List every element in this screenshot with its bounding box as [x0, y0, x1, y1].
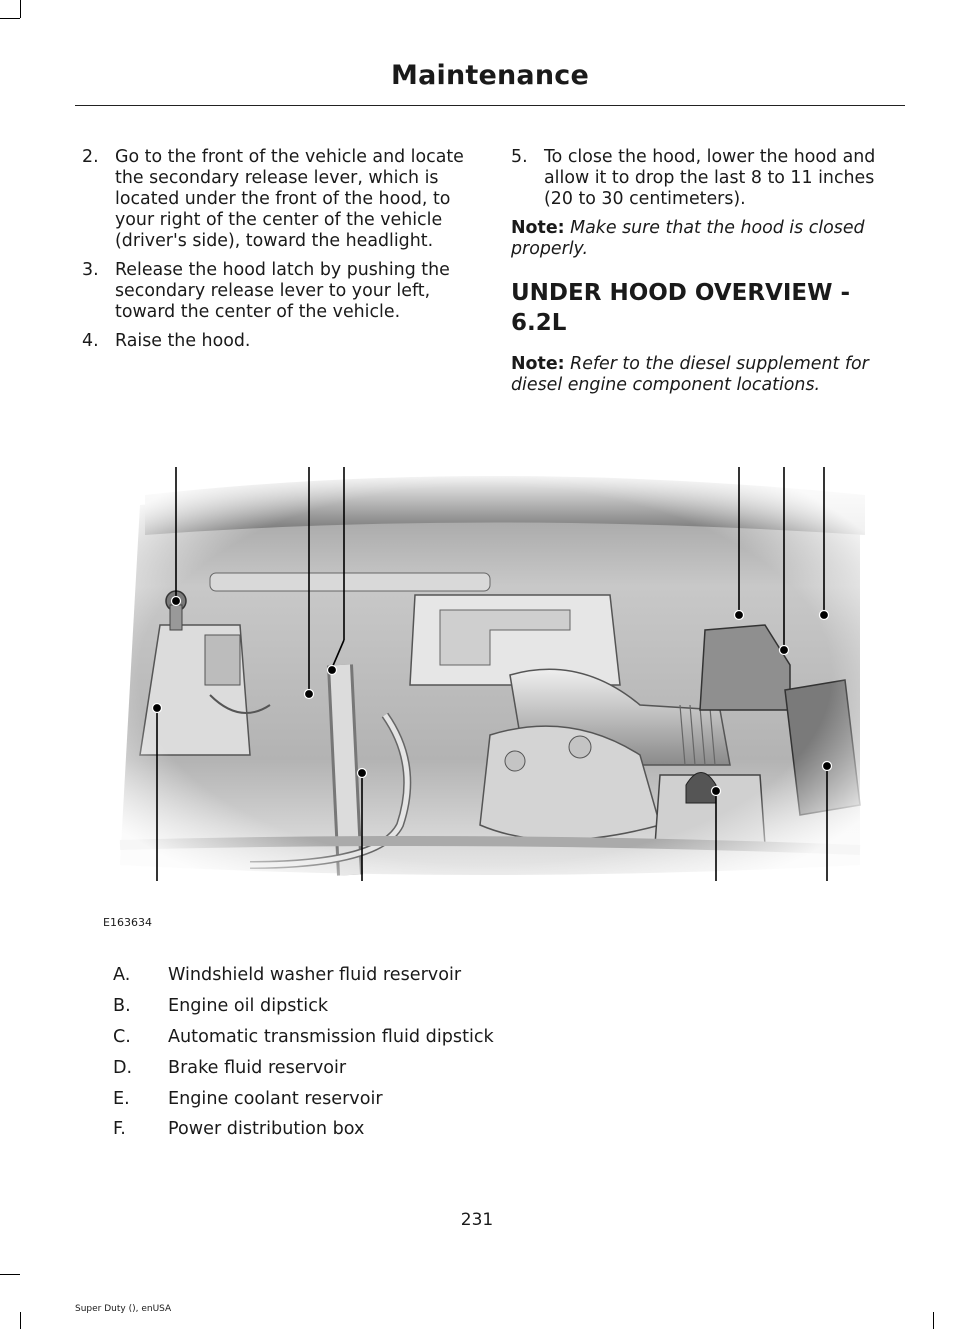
- engine-bay-illustration: [100, 465, 870, 885]
- section-heading: UNDER HOOD OVERVIEW - 6.2L: [511, 280, 851, 336]
- note-text: Refer to the diesel supplement for diesel engine component locations.: [511, 354, 869, 395]
- step-item: [82, 331, 474, 352]
- crop-mark: [933, 1312, 934, 1329]
- note: [511, 354, 905, 396]
- step-number: 5.: [511, 147, 528, 167]
- note: [511, 218, 905, 260]
- legend-text: Power distribution box: [168, 1119, 365, 1140]
- step-text: To close the hood, lower the hood and allow it to drop the last 8 to 11 inches (20 to 30 centimeters).: [544, 147, 876, 209]
- right-column: [511, 147, 905, 406]
- legend-letter: A.: [113, 965, 131, 986]
- crop-mark: [20, 0, 21, 18]
- step-item: [82, 147, 474, 252]
- legend-item: [113, 1052, 813, 1083]
- legend-letter: B.: [113, 996, 131, 1017]
- page-number: 231: [460, 1210, 494, 1230]
- legend-text: Engine coolant reservoir: [168, 1088, 383, 1109]
- crop-mark: [20, 1312, 21, 1329]
- step-number: 2.: [82, 147, 99, 167]
- legend-text: Brake fluid reservoir: [168, 1057, 347, 1078]
- component-legend: [113, 960, 813, 1145]
- legend-item: [113, 960, 813, 991]
- figure-code: E163634: [103, 916, 152, 929]
- legend-letter: E.: [113, 1088, 130, 1109]
- crop-mark: [0, 1274, 20, 1275]
- note-text: Make sure that the hood is closed properly.: [511, 218, 865, 259]
- legend-item: [113, 991, 813, 1022]
- legend-text: Engine oil dipstick: [168, 996, 329, 1017]
- legend-letter: C.: [113, 1026, 131, 1047]
- left-column: [82, 147, 474, 360]
- step-text: Go to the front of the vehicle and locate the secondary release lever, which is located under the front of the hood, to your right of the center of the vehicle (driver's side), toward the headlight.: [115, 147, 464, 251]
- legend-item: [113, 1022, 813, 1053]
- step-text: Release the hood latch by pushing the secondary release lever to your left, toward the center of the vehicle.: [115, 260, 450, 322]
- page-title: Maintenance: [391, 60, 589, 91]
- legend-text: Automatic transmission fluid dipstick: [168, 1026, 494, 1047]
- note-label: Note:: [511, 218, 565, 238]
- legend-letter: F.: [113, 1119, 126, 1140]
- step-item: [82, 260, 474, 323]
- legend-item: [113, 1083, 813, 1114]
- step-text: Raise the hood.: [115, 331, 251, 351]
- step-number: 4.: [82, 331, 99, 351]
- legend-item: [113, 1114, 813, 1145]
- header-rule: [75, 105, 905, 106]
- step-item: [511, 147, 905, 210]
- footer-text: Super Duty (), enUSA: [75, 1304, 172, 1314]
- legend-text: Windshield washer fluid reservoir: [168, 965, 462, 986]
- note-label: Note:: [511, 354, 565, 374]
- step-number: 3.: [82, 260, 99, 280]
- crop-mark: [0, 18, 20, 19]
- legend-letter: D.: [113, 1057, 133, 1078]
